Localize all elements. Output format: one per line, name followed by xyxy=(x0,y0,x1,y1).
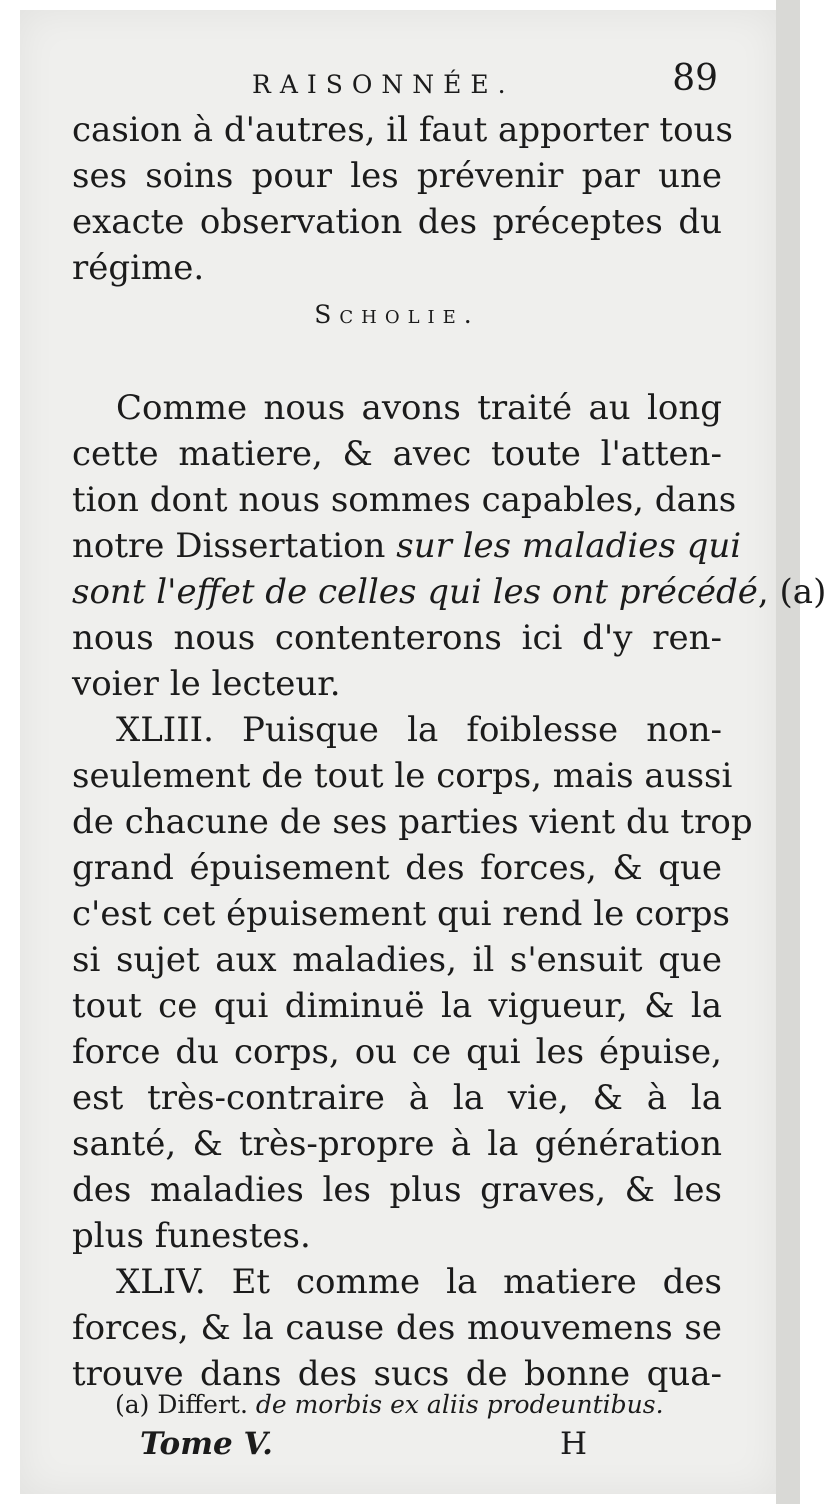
text-line: exacte observation des préceptes du xyxy=(72,202,722,242)
text-line: trouve dans des sucs de bonne qua- xyxy=(72,1354,722,1394)
text-line: grand épuisement des forces, & que xyxy=(72,848,722,888)
signature-mark: H xyxy=(560,1426,588,1462)
text-line: régime. xyxy=(72,248,205,288)
text-line: tout ce qui diminuë la vigueur, & la xyxy=(72,986,722,1026)
footnote-ref: , (a) xyxy=(757,572,826,612)
footnote-marker: (a) Differt. xyxy=(115,1390,256,1419)
text-line: cette matiere, & avec toute l'atten- xyxy=(72,434,722,474)
text-line: tion dont nous sommes capables, dans xyxy=(72,480,737,520)
text-line xyxy=(72,570,826,614)
footnote-text: de morbis ex aliis prodeuntibus. xyxy=(255,1390,664,1419)
running-head: RAISONNÉE. xyxy=(252,70,515,99)
footnote xyxy=(115,1390,664,1419)
text-line: casion à d'autres, il faut apporter tous xyxy=(72,110,733,150)
text-line xyxy=(72,524,742,568)
text-line: ses soins pour les prévenir par une xyxy=(72,156,722,196)
italic-title: sur les maladies qui xyxy=(396,526,742,566)
text-line: seulement de tout le corps, mais aussi xyxy=(72,756,733,796)
text-line: XLIV. Et comme la matiere des xyxy=(116,1262,722,1302)
text-line: Comme nous avons traité au long xyxy=(116,388,722,428)
body-text xyxy=(72,0,826,1400)
text-line: nous nous contenterons ici d'y ren- xyxy=(72,618,722,658)
text-line: force du corps, ou ce qui les épuise, xyxy=(72,1032,722,1072)
text-line: forces, & la cause des mouvemens se xyxy=(72,1308,722,1348)
text-line: voier le lecteur. xyxy=(72,664,341,704)
text-line: si sujet aux maladies, il s'ensuit que xyxy=(72,940,722,980)
page-number: 89 xyxy=(672,58,718,99)
text-line: est très-contraire à la vie, & à la xyxy=(72,1078,722,1118)
text-line: c'est cet épuisement qui rend le corps xyxy=(72,894,730,934)
page-edge xyxy=(776,0,800,1504)
volume-label: Tome V. xyxy=(140,1426,273,1462)
text-line: XLIII. Puisque la foiblesse non- xyxy=(116,710,722,750)
italic-title: sont l'effet de celles qui les ont précédé xyxy=(72,572,758,612)
text-line: santé, & très-propre à la génération xyxy=(72,1124,722,1164)
text-line: plus funestes. xyxy=(72,1216,311,1256)
text-run: notre Dissertation xyxy=(72,526,397,566)
text-line: des maladies les plus graves, & les xyxy=(72,1170,722,1210)
section-heading: Scholie. xyxy=(314,300,480,329)
text-line: de chacune de ses parties vient du trop xyxy=(72,802,753,842)
